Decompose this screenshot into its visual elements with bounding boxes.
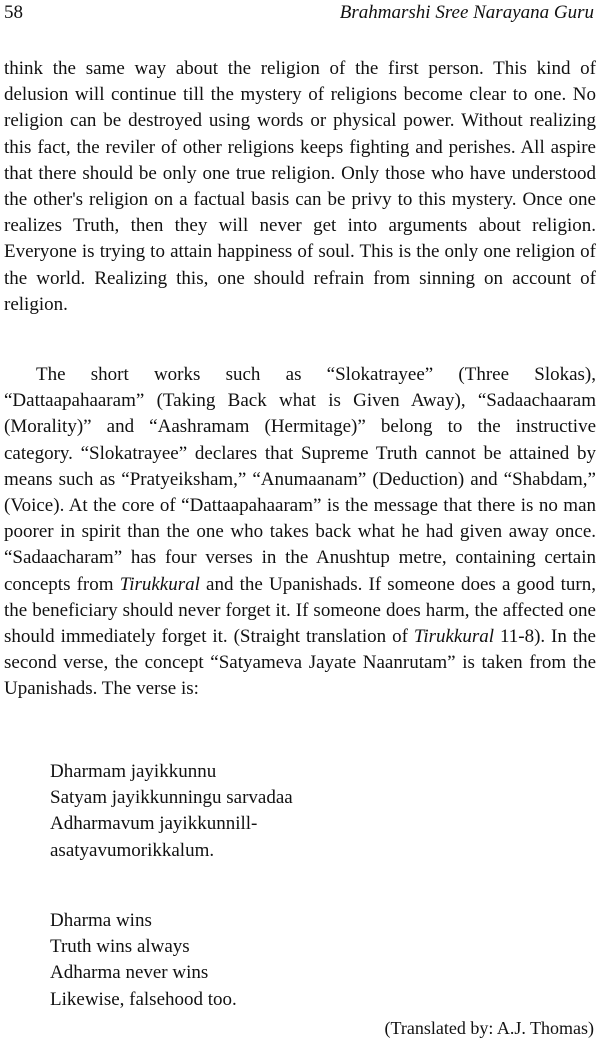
verse-line: Adharma never wins [50, 962, 209, 984]
verse-line: Likewise, falsehood too. [50, 988, 237, 1010]
paragraph-2 [4, 362, 596, 703]
paragraph-2-title-tirukkural-2: Tirukkural [413, 626, 495, 648]
verse-original [50, 759, 293, 864]
paragraph-2-text-e: 11-8). In the second verse, the concept “Satyameva Jayate Naanrutam” is taken from the Upanishads. The verse is: [4, 626, 596, 700]
paragraph-2-title-tirukkural-1: Tirukkural [119, 573, 200, 595]
page-header [4, 0, 594, 40]
verse-line: Satyam jayikkunningu sarvadaa [50, 787, 293, 809]
paragraph-2-text-a: The short works such as “Slokatrayee” (Three Slokas), “Dattaapahaaram” (Taking Back what is Given Away), “Sadaachaaram (Morality)” and “Aashramam (Hermitage)” belong to the instructive category. “Slokatrayee” declares that Supreme Truth cannot be attained by means such as “Pratyeiksham,” “Anumaanam” (Deduction) and “Shabdam,” (Voice). At the core of “Dattaapahaaram” is the message that there is no man poorer in spirit than the one who takes back what he had given away once. “Sadaacharam” has four verses in the Anushtup metre, containing certain concepts from [4, 364, 596, 595]
paragraph-1: think the same way about the religion of the first person. This kind of delusion will continue till the mystery of religions become clear to one. No religion can be destroyed using words or physical power. Without realizing this fact, the reviler of other religions keeps fighting and perishes. All aspire that there should be only one true religion. Only those who have understood the other's religion on a factual basis can be privy to this mystery. Once one realizes Truth, then they will never get into arguments about religion. Everyone is trying to attain happiness of soul. This is the only one religion of the world. Realizing this, one should refrain from sinning on account of religion. [4, 58, 596, 315]
verse-line: asatyavumorikkalum. [50, 839, 215, 861]
verse-line: Dharmam jayikkunnu [50, 761, 217, 782]
verse-line: Truth wins always [50, 936, 190, 958]
page-number: 58 [4, 2, 23, 23]
verse-line: Adharmavum jayikkunnill- [50, 813, 258, 835]
verse-translation [50, 908, 237, 1013]
translation-credit: (Translated by: A.J. Thomas) [384, 1018, 594, 1038]
paragraph-2-text-c: and the Upanishads. If someone does a good turn, the beneficiary should never forget it. If someone does harm, the affected one should immediately forget it. (Straight translation of [4, 573, 597, 648]
verse-line: Dharma wins [50, 910, 152, 931]
running-head: Brahmarshi Sree Narayana Guru [339, 2, 594, 23]
